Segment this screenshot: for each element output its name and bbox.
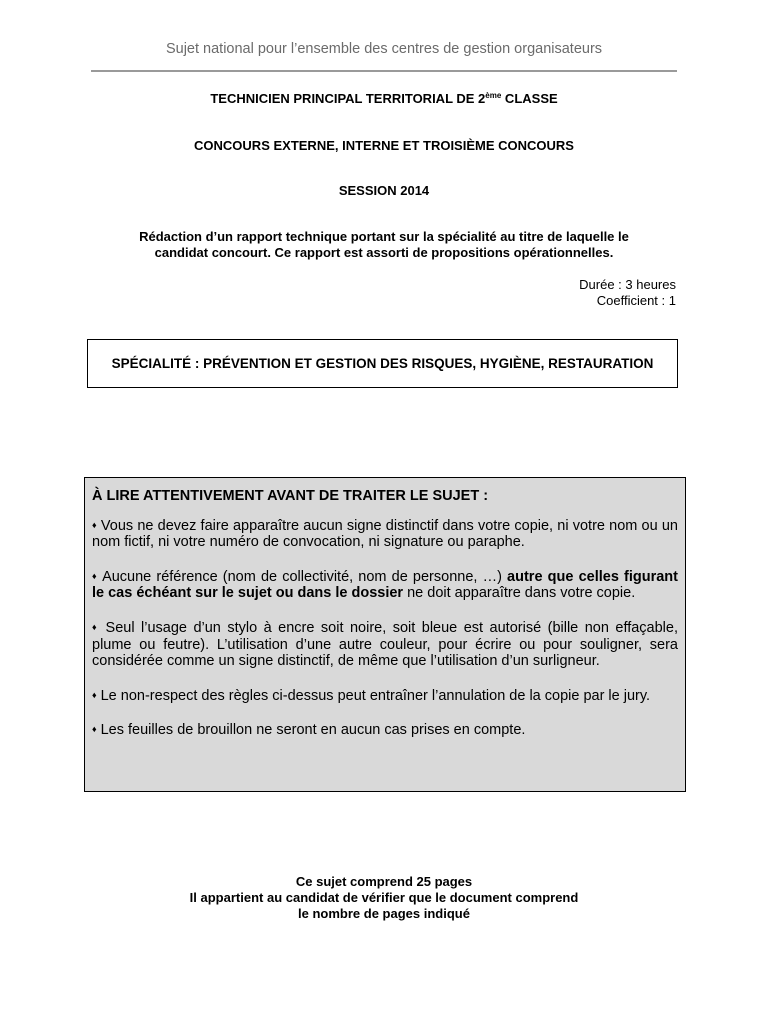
exam-title-superscript: ème	[485, 91, 502, 100]
coefficient: Coefficient : 1	[596, 293, 676, 308]
instructions-title: À LIRE ATTENTIVEMENT AVANT DE TRAITER LE SUJET :	[92, 488, 489, 504]
instruction-item	[92, 721, 678, 739]
session-year: SESSION 2014	[338, 183, 430, 198]
exam-title-prefix: TECHNICIEN PRINCIPAL TERRITORIAL DE 2	[210, 91, 486, 106]
header-divider	[91, 70, 677, 72]
instruction-text: Vous ne devez faire apparaître aucun signe distinctif dans votre copie, ni votre nom ou un nom fictif, ni votre numéro de convocation, ni signature ou paraphe.	[92, 517, 678, 551]
page-count: Ce sujet comprend 25 pages	[295, 874, 473, 889]
duration: Durée : 3 heures	[579, 277, 676, 292]
exam-description	[100, 229, 668, 261]
diamond-bullet-icon: ♦	[92, 519, 97, 530]
instruction-item	[92, 619, 678, 670]
diamond-bullet-icon: ♦	[92, 724, 97, 735]
description-line-2: candidat concourt. Ce rapport est assorti de propositions opérationnelles.	[154, 245, 614, 260]
exam-title	[0, 91, 768, 106]
instruction-text: Le non-respect des règles ci-dessus peut entraîner l’annulation de la copie par le jury.	[96, 687, 651, 704]
instruction-text: Aucune référence (nom de collectivité, nom de personne, …)	[97, 568, 508, 585]
running-header: Sujet national pour l’ensemble des centres de gestion organisateurs	[165, 41, 603, 57]
instruction-text: Les feuilles de brouillon ne seront en aucun cas prises en compte.	[96, 722, 526, 739]
diamond-bullet-icon: ♦	[92, 621, 100, 632]
instruction-emphasis: autre que celles figurant le cas échéant sur le sujet ou dans le dossier	[92, 568, 678, 602]
instruction-item	[92, 517, 678, 551]
concours-type: CONCOURS EXTERNE, INTERNE ET TROISIÈME CONCOURS	[194, 138, 574, 153]
verification-note-line-1: Il appartient au candidat de vérifier que le document comprend	[189, 890, 579, 905]
instruction-item	[92, 568, 678, 602]
duration-coefficient	[579, 277, 676, 309]
specialty-label: SPÉCIALITÉ : PRÉVENTION ET GESTION DES RISQUES, HYGIÈNE, RESTAURATION	[111, 356, 654, 371]
description-line-1: Rédaction d’un rapport technique portant sur la spécialité au titre de laquelle le	[139, 229, 629, 244]
diamond-bullet-icon: ♦	[92, 570, 98, 581]
instruction-text: Seul l’usage d’un stylo à encre soit noire, soit bleue est autorisé (bille non effaçable, plume ou feutre). L’utilisation d’une autre couleur, pour écrire ou pour souligner, sera considérée comme un signe distinctif, de même que l’utilisation d’un surligneur.	[92, 619, 678, 670]
instructions-box	[84, 477, 686, 792]
instruction-item	[92, 687, 678, 705]
specialty-box	[87, 339, 678, 388]
instruction-text: ne doit apparaître dans votre copie.	[403, 585, 636, 602]
verification-note-line-2: le nombre de pages indiqué	[298, 906, 470, 921]
page-count-notice	[0, 874, 768, 922]
exam-title-suffix: CLASSE	[501, 91, 558, 106]
diamond-bullet-icon: ♦	[92, 689, 97, 700]
